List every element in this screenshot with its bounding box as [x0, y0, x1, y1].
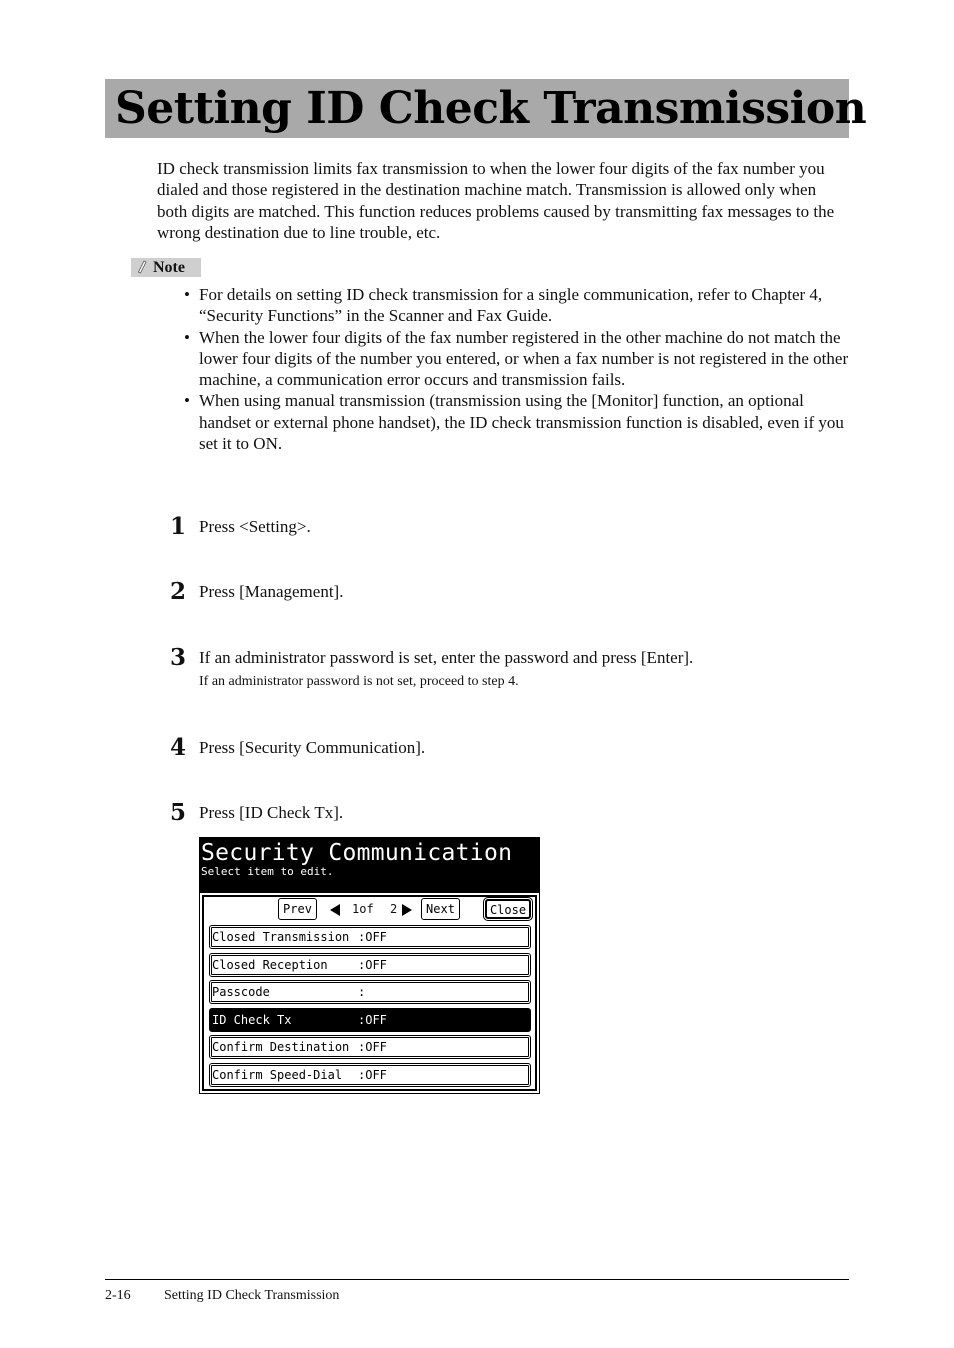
setting-value: :OFF: [358, 930, 387, 944]
setting-name: Closed Reception: [212, 958, 328, 972]
step-text: Press <Setting>.: [199, 517, 311, 536]
setting-row-passcode[interactable]: [209, 980, 531, 1004]
step-number: 1: [169, 513, 186, 540]
note-list: [182, 284, 850, 454]
footer-divider: [105, 1279, 849, 1280]
page-title: Setting ID Check Transmission: [115, 83, 867, 134]
prev-button[interactable]: Prev: [278, 898, 317, 920]
arrow-left-icon: [330, 904, 340, 916]
setting-name: ID Check Tx: [212, 1013, 292, 1027]
page-current: 1of: [352, 902, 374, 916]
setting-value: :OFF: [358, 1068, 387, 1082]
pencil-icon: [137, 260, 147, 274]
step-number: 2: [169, 578, 186, 605]
setting-row-confirm-destination[interactable]: [209, 1035, 531, 1059]
close-button[interactable]: Close: [485, 899, 531, 919]
lcd-title: Security Communication: [201, 840, 513, 866]
footer-page-number: 2-16: [105, 1288, 131, 1303]
arrow-right-icon: [402, 904, 412, 916]
setting-row-closed-transmission[interactable]: [209, 925, 531, 949]
setting-name: Passcode: [212, 985, 270, 999]
note-label: Note: [153, 259, 185, 276]
step-subtext: If an administrator password is not set, proceed to step 4.: [199, 674, 519, 689]
setting-value: :: [358, 985, 366, 999]
lcd-screen: [199, 837, 540, 1094]
lcd-subtitle: Select item to edit.: [201, 865, 334, 878]
lcd-header: [200, 838, 539, 893]
step-number: 4: [169, 734, 186, 761]
intro-paragraph: ID check transmission limits fax transmission to when the lower four digits of the fax number you dialed and those registered in the destination machine match. Transmission is allowed only when both digits are matched. This function reduces problems caused by transmitting fax messages to the wrong destination due to line trouble, etc.: [157, 159, 835, 242]
setting-row-closed-reception[interactable]: [209, 953, 531, 977]
step-text: Press [Security Communication].: [199, 738, 426, 757]
note-badge: [131, 258, 201, 277]
note-item: • For details on setting ID check transmission for a single communication, refer to Chapter 4, “Security Functions” in the Scanner and Fax Guide.: [182, 284, 850, 327]
setting-value: :OFF: [358, 958, 387, 972]
step-number: 3: [169, 644, 186, 671]
footer-section-title: Setting ID Check Transmission: [164, 1288, 340, 1303]
setting-row-id-check-tx[interactable]: [209, 1008, 531, 1032]
setting-name: Confirm Speed-Dial: [212, 1068, 343, 1082]
setting-value: :OFF: [358, 1013, 387, 1027]
step-text: Press [Management].: [199, 582, 344, 601]
next-button[interactable]: Next: [421, 898, 460, 920]
note-item: • When the lower four digits of the fax number registered in the other machine do not match the lower four digits of the number you entered, or when a fax number is not registered in the other machine, a communication error occurs and transmission fails.: [182, 327, 850, 391]
setting-value: :OFF: [358, 1040, 387, 1054]
setting-name: Closed Transmission: [212, 930, 350, 944]
step-number: 5: [169, 799, 186, 826]
page-title-bar: [105, 79, 867, 138]
note-item: • When using manual transmission (transmission using the [Monitor] function, an optional handset or external phone handset), the ID check transmission function is disabled, even if you set it to ON.: [182, 390, 850, 454]
lcd-body: [202, 895, 537, 1091]
setting-name: Confirm Destination: [212, 1040, 350, 1054]
setting-row-confirm-speed-dial[interactable]: [209, 1063, 531, 1087]
step-text: Press [ID Check Tx].: [199, 803, 344, 822]
page-total: 2: [390, 902, 398, 916]
step-text: If an administrator password is set, enter the password and press [Enter].: [199, 648, 694, 667]
